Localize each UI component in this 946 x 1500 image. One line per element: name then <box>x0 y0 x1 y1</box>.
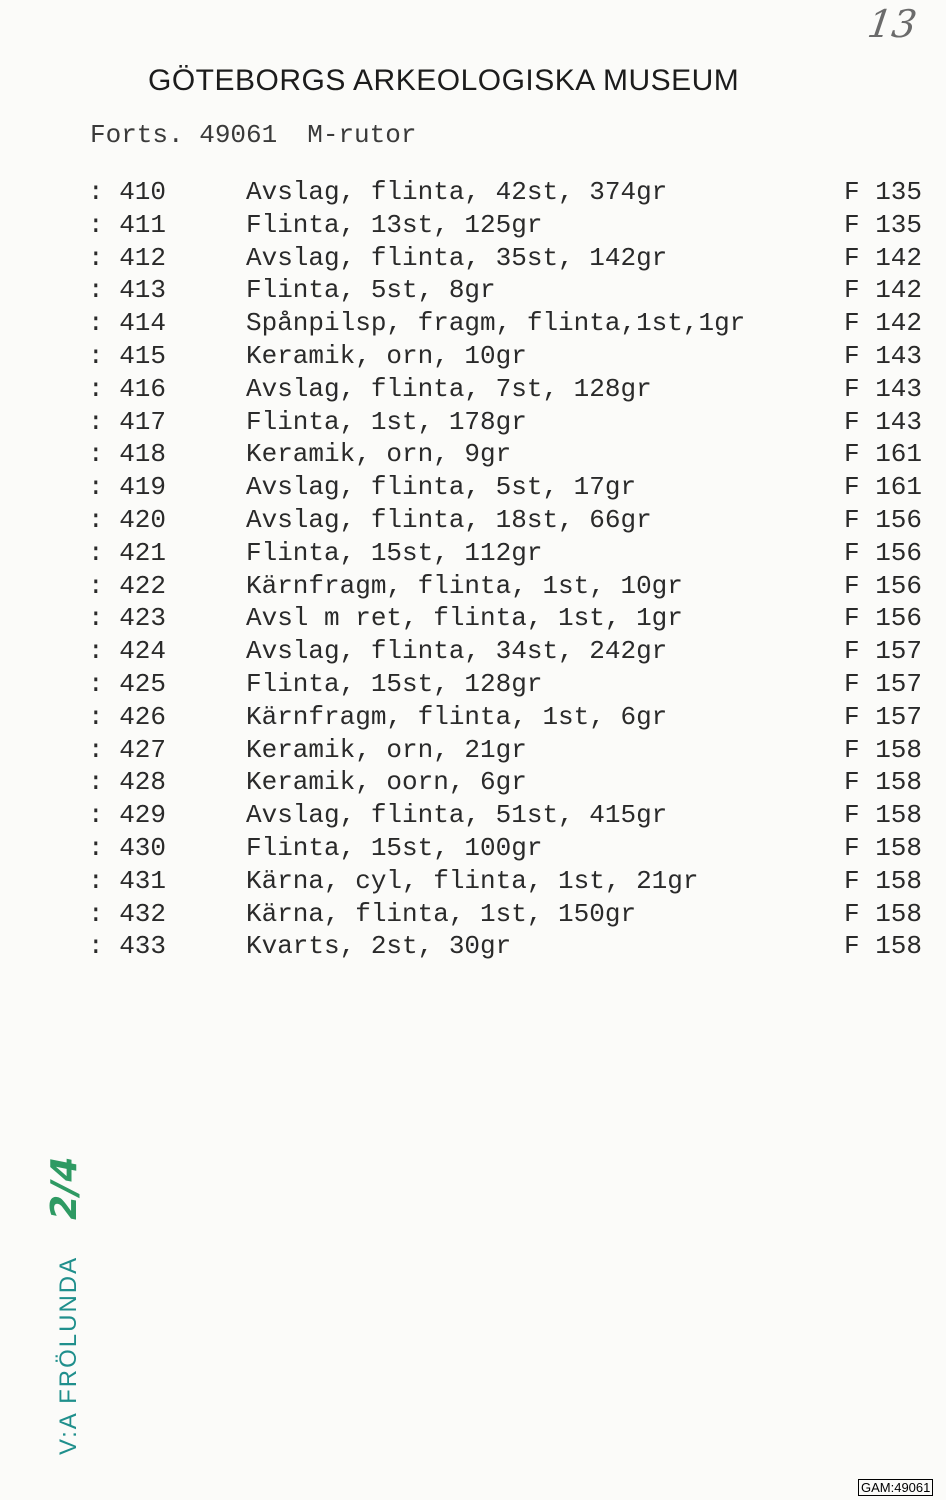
catalog-item-number: : 428 <box>88 767 167 798</box>
item-description: Flinta, 13st, 125gr <box>246 209 543 240</box>
find-reference: F 156 <box>844 504 923 535</box>
find-reference: F 157 <box>844 668 923 699</box>
item-description: Avslag, flinta, 35st, 142gr <box>246 242 668 273</box>
catalog-item-number: : 416 <box>88 373 167 404</box>
find-reference: F 158 <box>844 898 923 929</box>
catalog-item-number: : 413 <box>88 275 167 306</box>
catalog-row <box>88 504 938 537</box>
catalog-item-number: : 432 <box>88 898 167 929</box>
catalog-item-number: : 421 <box>88 537 167 568</box>
catalog-row <box>88 766 938 799</box>
catalog-item-number: : 422 <box>88 570 167 601</box>
find-reference: F 156 <box>844 537 923 568</box>
catalog-item-number: : 433 <box>88 931 167 962</box>
item-description: Avslag, flinta, 5st, 17gr <box>246 472 637 503</box>
find-reference: F 158 <box>844 767 923 798</box>
find-reference: F 158 <box>844 931 923 962</box>
catalog-item-number: : 427 <box>88 734 167 765</box>
find-reference: F 142 <box>844 275 923 306</box>
catalog-row <box>88 537 938 570</box>
catalog-row <box>88 242 938 275</box>
catalog-item-number: : 417 <box>88 406 167 437</box>
catalog-list <box>88 176 938 963</box>
catalog-item-number: : 412 <box>88 242 167 273</box>
item-description: Avslag, flinta, 18st, 66gr <box>246 504 652 535</box>
catalog-item-number: : 411 <box>88 209 167 240</box>
item-description: Kärna, flinta, 1st, 150gr <box>246 898 637 929</box>
find-reference: F 135 <box>844 209 923 240</box>
catalog-row <box>88 406 938 439</box>
item-description: Avslag, flinta, 34st, 242gr <box>246 636 668 667</box>
find-reference: F 156 <box>844 603 923 634</box>
catalog-item-number: : 410 <box>88 177 167 207</box>
archive-id-label: GAM:49061 <box>858 1479 933 1496</box>
find-reference: F 161 <box>844 439 923 470</box>
item-description: Kvarts, 2st, 30gr <box>246 931 512 962</box>
find-reference: F 161 <box>844 472 923 503</box>
catalog-row <box>88 176 938 209</box>
find-reference: F 156 <box>844 570 923 601</box>
catalog-item-number: : 426 <box>88 701 167 732</box>
card-subheader <box>90 120 416 150</box>
item-description: Avsl m ret, flinta, 1st, 1gr <box>246 603 683 634</box>
catalog-row <box>88 471 938 504</box>
site-stamp: V:A FRÖLUNDA <box>55 1255 82 1455</box>
item-description: Spånpilsp, fragm, flinta,1st,1gr <box>246 308 746 339</box>
find-reference: F 142 <box>844 242 923 273</box>
find-reference: F 158 <box>844 865 923 896</box>
find-reference: F 135 <box>844 177 923 207</box>
catalog-item-number: : 414 <box>88 308 167 339</box>
catalog-item-number: : 431 <box>88 865 167 896</box>
catalog-row <box>88 701 938 734</box>
catalog-row <box>88 602 938 635</box>
section-label: M-rutor <box>307 120 417 150</box>
catalog-row <box>88 898 938 931</box>
find-reference: F 143 <box>844 406 923 437</box>
catalog-row <box>88 799 938 832</box>
catalog-row <box>88 635 938 668</box>
continuation-catalog-number: Forts. 49061 <box>90 120 278 150</box>
find-reference: F 143 <box>844 373 923 404</box>
item-description: Kärna, cyl, flinta, 1st, 21gr <box>246 865 699 896</box>
catalog-item-number: : 419 <box>88 472 167 503</box>
catalog-row <box>88 832 938 865</box>
sidebar-stamp <box>44 1157 85 1455</box>
catalog-row <box>88 734 938 767</box>
item-description: Avslag, flinta, 7st, 128gr <box>246 373 652 404</box>
item-description: Kärnfragm, flinta, 1st, 6gr <box>246 701 668 732</box>
item-description: Keramik, orn, 10gr <box>246 340 527 371</box>
item-description: Flinta, 15st, 100gr <box>246 832 543 863</box>
find-reference: F 158 <box>844 800 923 831</box>
handwritten-sheet-number: 2/4 <box>44 1156 85 1220</box>
find-reference: F 157 <box>844 701 923 732</box>
catalog-item-number: : 429 <box>88 800 167 831</box>
item-description: Kärnfragm, flinta, 1st, 10gr <box>246 570 683 601</box>
catalog-row <box>88 274 938 307</box>
catalog-row <box>88 209 938 242</box>
catalog-item-number: : 423 <box>88 603 167 634</box>
item-description: Keramik, orn, 9gr <box>246 439 512 470</box>
catalog-row <box>88 865 938 898</box>
catalog-row <box>88 570 938 603</box>
catalog-row <box>88 340 938 373</box>
catalog-item-number: : 425 <box>88 668 167 699</box>
catalog-item-number: : 420 <box>88 504 167 535</box>
item-description: Flinta, 15st, 128gr <box>246 668 543 699</box>
catalog-row <box>88 668 938 701</box>
catalog-item-number: : 415 <box>88 340 167 371</box>
catalog-row <box>88 438 938 471</box>
item-description: Keramik, orn, 21gr <box>246 734 527 765</box>
handwritten-page-number: 13 <box>864 2 920 46</box>
find-reference: F 158 <box>844 734 923 765</box>
item-description: Keramik, oorn, 6gr <box>246 767 527 798</box>
find-reference: F 158 <box>844 832 923 863</box>
museum-header: GÖTEBORGS ARKEOLOGISKA MUSEUM <box>148 64 740 97</box>
catalog-item-number: : 430 <box>88 832 167 863</box>
catalog-item-number: : 418 <box>88 439 167 470</box>
item-description: Flinta, 1st, 178gr <box>246 406 527 437</box>
catalog-item-number: : 424 <box>88 636 167 667</box>
catalog-row <box>88 930 938 963</box>
item-description: Flinta, 15st, 112gr <box>246 537 543 568</box>
find-reference: F 143 <box>844 340 923 371</box>
item-description: Avslag, flinta, 42st, 374gr <box>246 177 668 207</box>
catalog-row <box>88 307 938 340</box>
item-description: Flinta, 5st, 8gr <box>246 275 496 306</box>
find-reference: F 142 <box>844 308 923 339</box>
catalog-row <box>88 373 938 406</box>
item-description: Avslag, flinta, 51st, 415gr <box>246 800 668 831</box>
find-reference: F 157 <box>844 636 923 667</box>
